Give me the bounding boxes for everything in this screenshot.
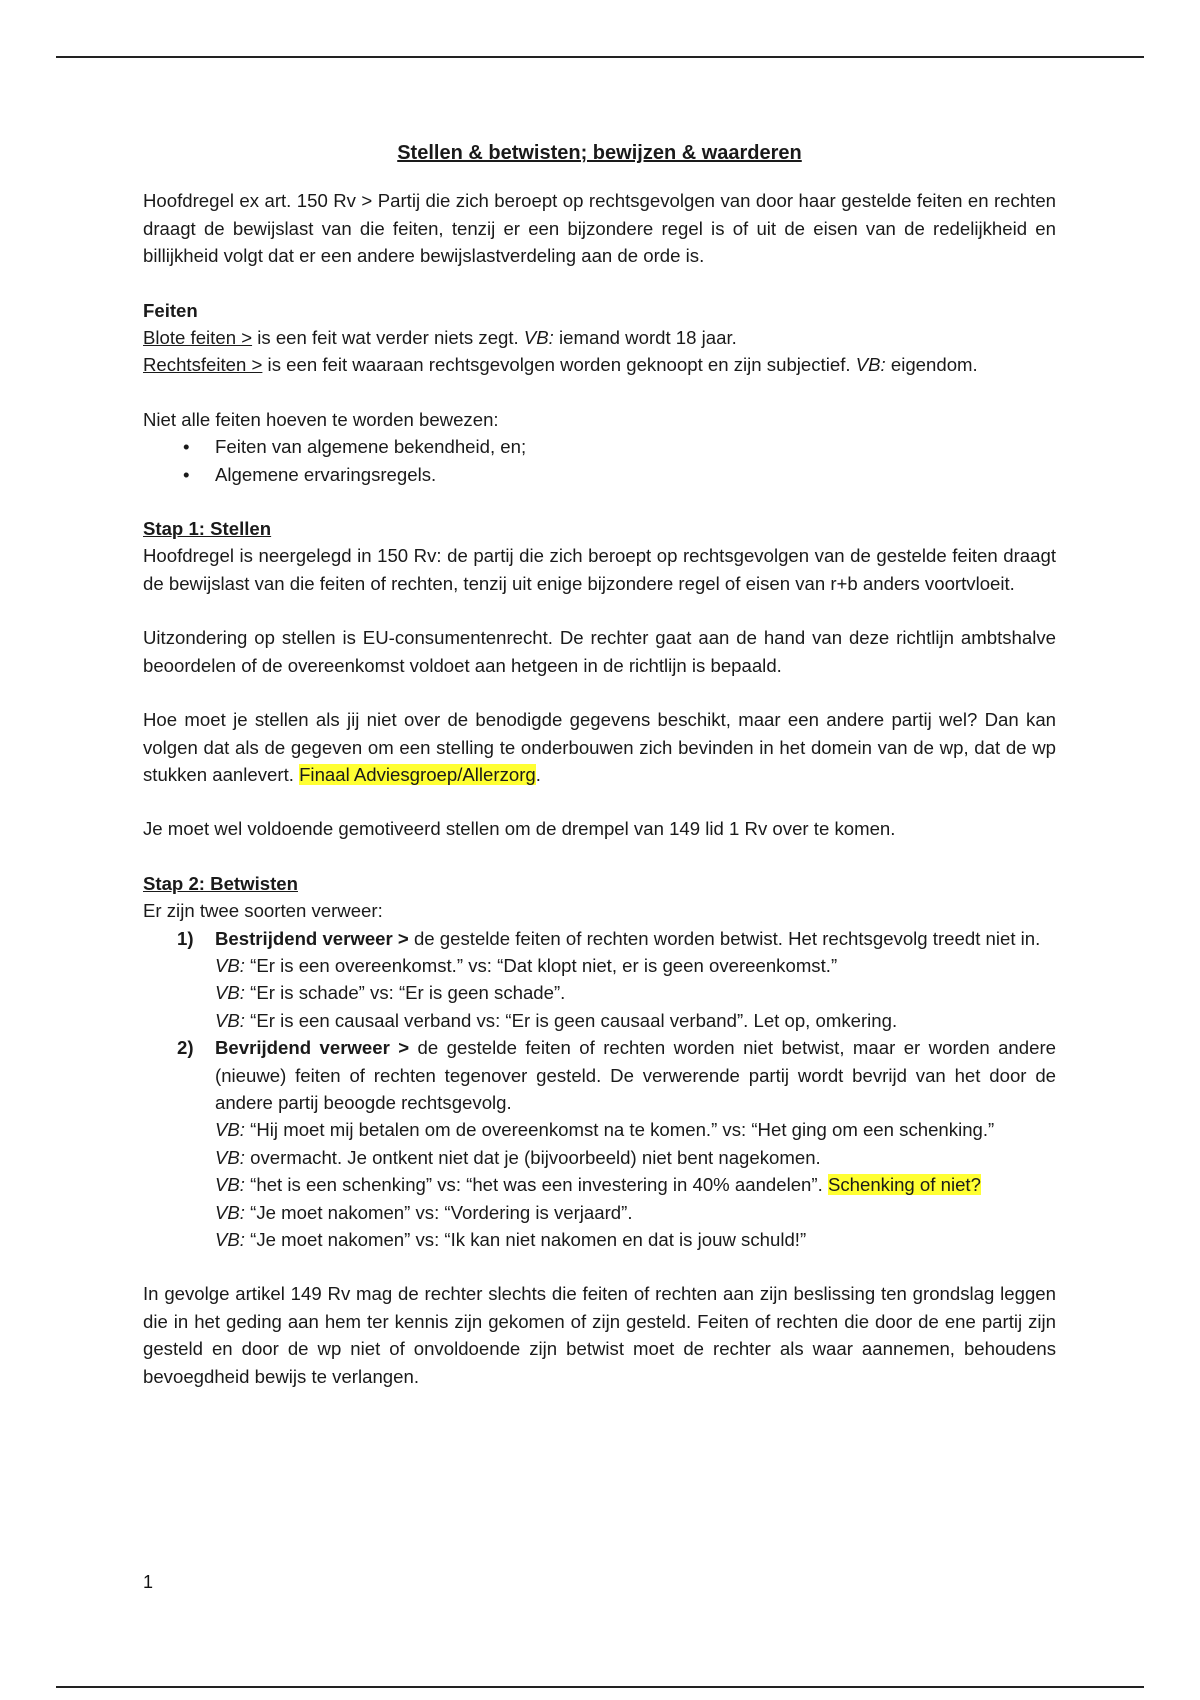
stap1-heading: Stap 1: Stellen — [143, 518, 272, 540]
highlight-question: Schenking of niet? — [827, 1174, 981, 1196]
stap1-paragraph-1: Hoofdregel is neergelegd in 150 Rv: de partij die zich beroept op rechtsgevolgen van de gestelde feiten draagt de bewijslast van die feiten of rechten, tenzij uit enige bijzondere regel of eisen van r+b anders voortvloeit. — [143, 545, 1056, 594]
blote-feiten-label: Blote feiten > — [143, 327, 253, 349]
document-title: Stellen & betwisten; bewijzen & waarderen — [397, 142, 802, 164]
closing-paragraph: In gevolge artikel 149 Rv mag de rechter slechts die feiten of rechten aan zijn beslissing ten grondslag leggen die in het geding aan hem ter kennis zijn gekomen of zijn gesteld. Feiten of rechten die door de ene partij zijn gesteld en door de wp niet of onvoldoende zijn betwist moet de rechter als waar aannemen, behoudens bevoegdheid bewijs te verlangen. — [143, 1283, 1056, 1387]
feiten-heading: Feiten — [143, 299, 198, 321]
bottom-rule — [56, 1686, 1144, 1688]
highlight-case-name: Finaal Adviesgroep/Allerzorg — [299, 763, 536, 785]
stap2-heading: Stap 2: Betwisten — [143, 872, 298, 894]
page-number: 1 — [143, 1572, 154, 1592]
rechtsfeiten-line: Rechtsfeiten > is een feit waaraan rechtsgevolgen worden geknoopt en zijn subjectief. VB: eigendom. — [143, 354, 978, 376]
niet-alle-intro: Niet alle feiten hoeven te worden bewezen: — [143, 408, 499, 430]
stap1-paragraph-3: Hoe moet je stellen als jij niet over de benodigde gegevens beschikt, maar een andere partij wel? Dan kan volgen dat als de gegeven om een stelling te onderbouwen zich bevinden in het domein van de wp, dat de wp stukken aanlevert. Finaal Adviesgroep/Allerzorg. — [143, 709, 1056, 785]
list-item: 1) Bestrijdend verweer > de gestelde feiten of rechten worden betwist. Het rechtsgevolg treedt niet in. VB: “Er is een overeenkomst.” vs: “Dat klopt niet, er is geen overeenkomst.” VB: “Er is schade” vs: “Er is geen schade”. VB: “Er is een causaal verband vs: “Er is geen causaal verband”. Let op, omkering. — [177, 927, 1041, 1031]
niet-alle-list — [143, 433, 1056, 488]
list-item: • Feiten van algemene bekendheid, en; — [215, 433, 1056, 460]
document-page — [143, 140, 1056, 1390]
rechtsfeiten-label: Rechtsfeiten > — [143, 354, 263, 376]
top-rule — [56, 56, 1144, 58]
blote-feiten-line: Blote feiten > is een feit wat verder niets zegt. VB: iemand wordt 18 jaar. — [143, 327, 737, 349]
bevrijdend-label: Bevrijdend verweer > — [215, 1037, 410, 1059]
list-item: • Algemene ervaringsregels. — [215, 461, 1056, 488]
verweer-list — [143, 925, 1056, 1254]
stap1-paragraph-2: Uitzondering op stellen is EU-consumentenrecht. De rechter gaat aan de hand van deze richtlijn ambtshalve beoordelen of de overeenkomst voldoet aan hetgeen in de richtlijn is bepaald. — [143, 627, 1056, 676]
bestrijdend-label: Bestrijdend verweer > — [215, 927, 409, 949]
intro-paragraph: Hoofdregel ex art. 150 Rv > Partij die zich beroept op rechtsgevolgen van door haar gestelde feiten en rechten draagt de bewijslast van die feiten, tenzij er een bijzondere regel is of uit de eisen van de redelijkheid en billijkheid volgt dat er een andere bewijslastverdeling aan de orde is. — [143, 190, 1056, 267]
stap2-intro: Er zijn twee soorten verweer: — [143, 900, 383, 922]
list-item: 2) Bevrijdend verweer > de gestelde feiten of rechten worden niet betwist, maar er worden andere (nieuwe) feiten of rechten tegenover gesteld. De verwerende partij wordt bevrijd van het door de andere partij beoogde rechtsgevolg. VB: “Hij moet mij betalen om de overeenkomst na te komen.” vs: “Het ging om een schenking.” VB: overmacht. Je ontkent niet dat je (bijvoorbeeld) niet bent nagekomen. VB: “het is een schenking” vs: “het was een investering in 40% aandelen”. Schenking of niet? VB: “Je moet nakomen” vs: “Vordering is verjaard”. VB: “Je moet nakomen” vs: “Ik kan niet nakomen en dat is jouw schuld!” — [177, 1037, 1056, 1250]
stap1-paragraph-4: Je moet wel voldoende gemotiveerd stellen om de drempel van 149 lid 1 Rv over te komen. — [143, 818, 896, 840]
